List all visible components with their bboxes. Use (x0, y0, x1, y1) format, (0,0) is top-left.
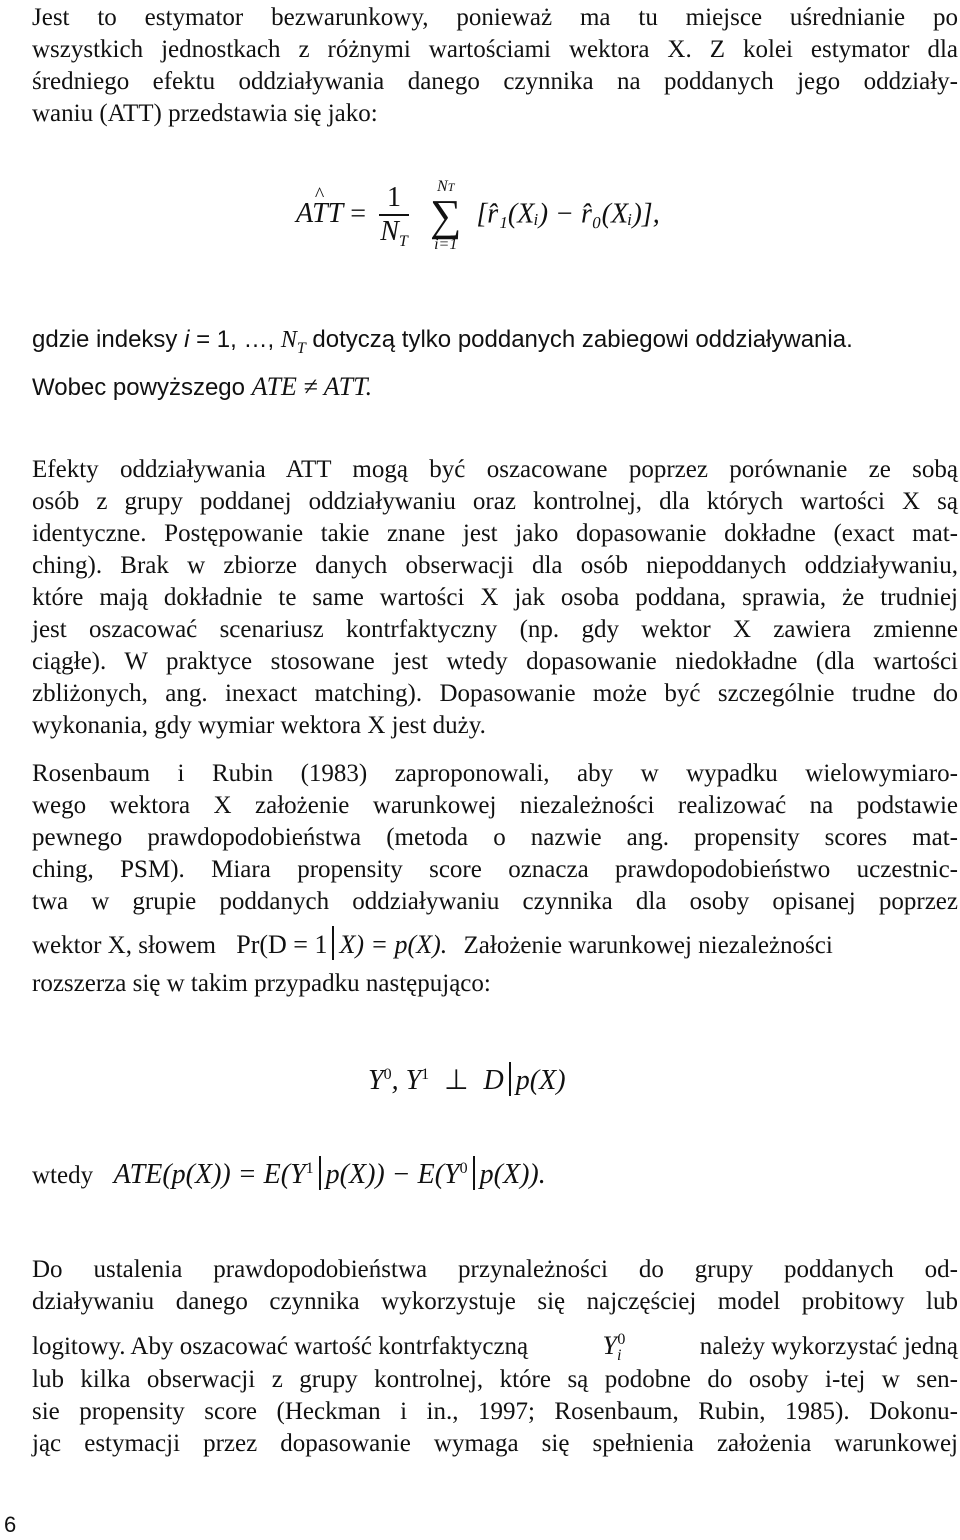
text-line: pewnego prawdopodobieństwa (metoda o nazwie ang. propensity scores mat- (32, 824, 958, 851)
sigma-glyph: ∑ (430, 191, 462, 240)
fraction (379, 182, 409, 251)
text-line: Wobec powyższego ATE ≠ ATT. (32, 372, 373, 401)
text-line: identyczne. Postępowanie takie znane jest jako dopasowanie dokładne (exact mat- (32, 520, 958, 547)
paragraph-probit-logit (32, 1254, 958, 1460)
text-line: ching). Brak w zbiorze danych obserwacji dla osób niepoddanych oddziaływaniu, (32, 552, 958, 579)
text-line: ching, PSM). Miara propensity score oznacza prawdopodobieństwo uczestnic- (32, 856, 958, 883)
text-line: ciągłe). W praktyce stosowane jest wtedy dopasowanie niedokładne (dla wartości (32, 648, 958, 675)
paragraph-indices (32, 324, 958, 404)
sum-lower-limit: i=1 (434, 236, 458, 253)
text-line: Rosenbaum i Rubin (1983) zaproponowali, aby w wypadku wielowymiaro- (32, 760, 958, 787)
fraction-denominator: $N_T$ (380, 215, 408, 250)
text-line: działywaniu danego czynnika wykorzystuje się najczęściej model probitowy lub (32, 1288, 958, 1315)
att-hat-symbol: ^ ATT (296, 198, 343, 230)
text-line: sie propensity score (Heckman i in., 1997; Rosenbaum, Rubin, 1985). Dokonu- (32, 1398, 958, 1425)
text-line: które mają dokładnie te same wartości X jak osoba poddana, sprawia, że trudniej (32, 584, 958, 611)
probability-expression: Pr(D = 1 X) = p(X). (236, 930, 447, 959)
text-line: gdzie indeksy i = 1, …, $N_T$ dotyczą tylko poddanych zabiegowi oddziaływania. (32, 326, 853, 357)
fraction-numerator: 1 (379, 182, 409, 216)
text-line: zbliżonych, ang. inexact matching). Dopasowanie może być szczególnie trudne do (32, 680, 958, 707)
equation-att: ^ ATT = $\frac{1}{N_T}$ NT ∑ i=1 [r̂₁(Xᵢ) − r̂₀(Xᵢ)], (296, 178, 660, 254)
equation-conditional-independence: $Y^0$, $Y^1$ ⊥ D p(X) (368, 1062, 566, 1097)
sum-upper-limit: NT (437, 178, 455, 195)
equation-body: [r̂₁(Xᵢ) − r̂₀(Xᵢ)], (476, 198, 660, 230)
summation-symbol (430, 178, 461, 254)
paragraph-exact-matching (32, 454, 958, 742)
equation-ate: wtedy $ATE(p(X)) = E(Y^1$ $p(X)) - E(Y^0$ p(X)). (32, 1156, 546, 1191)
text-line: rozszerza się w takim przypadku następująco: (32, 970, 491, 997)
text-line: Do ustalenia prawdopodobieństwa przynależności do grupy poddanych od- (32, 1256, 958, 1283)
counterfactual-symbol: $Y_i^0$ (602, 1331, 626, 1364)
text-line: wszystkich jednostkach z różnymi wartościami wektora X. Z kolei estymator dla (32, 36, 958, 63)
text-line: wykonania, gdy wymiar wektora X jest duży. (32, 712, 486, 739)
text-line: średniego efektu oddziaływania danego czynnika na poddanych jego oddziały- (32, 68, 958, 95)
text-line: Efekty oddziaływania ATT mogą być oszacowane poprzez porównanie ze sobą (32, 456, 958, 483)
text-line: jąc estymacji przez dopasowanie wymaga się spełnienia założenia warunkowej (32, 1430, 958, 1457)
paragraph-psm (32, 758, 958, 1000)
text-line: jest oszacować scenariusz kontrfaktyczny (np. gdy wektor X zawiera zmienne (32, 616, 958, 643)
text-line: logitowy. Aby oszacować wartość kontrfaktyczną $Y_i^0$ należy wykorzystać jedną (32, 1324, 958, 1364)
paragraph-intro (32, 2, 958, 130)
text-line: osób z grupy poddanej oddziaływaniu oraz kontrolnej, dla których wartości X są (32, 488, 958, 515)
text-line: twa w grupie poddanych oddziaływaniu czynnika dla osoby opisanej poprzez (32, 888, 958, 915)
text-line: lub kilka obserwacji z grupy kontrolnej, które są podobne do osoby i-tej w sen- (32, 1366, 958, 1393)
text-line: Jest to estymator bezwarunkowy, ponieważ ma tu miejsce uśrednianie po (32, 4, 958, 31)
text-line: waniu (ATT) przedstawia się jako: (32, 100, 378, 127)
text-line: wego wektora X założenie warunkowej niezależności realizować na podstawie (32, 792, 958, 819)
page-number: 6 (4, 1512, 17, 1537)
text-line: wektor X, słowem Pr(D = 1 X) = p(X). Założenie warunkowej niezależności (32, 926, 958, 966)
